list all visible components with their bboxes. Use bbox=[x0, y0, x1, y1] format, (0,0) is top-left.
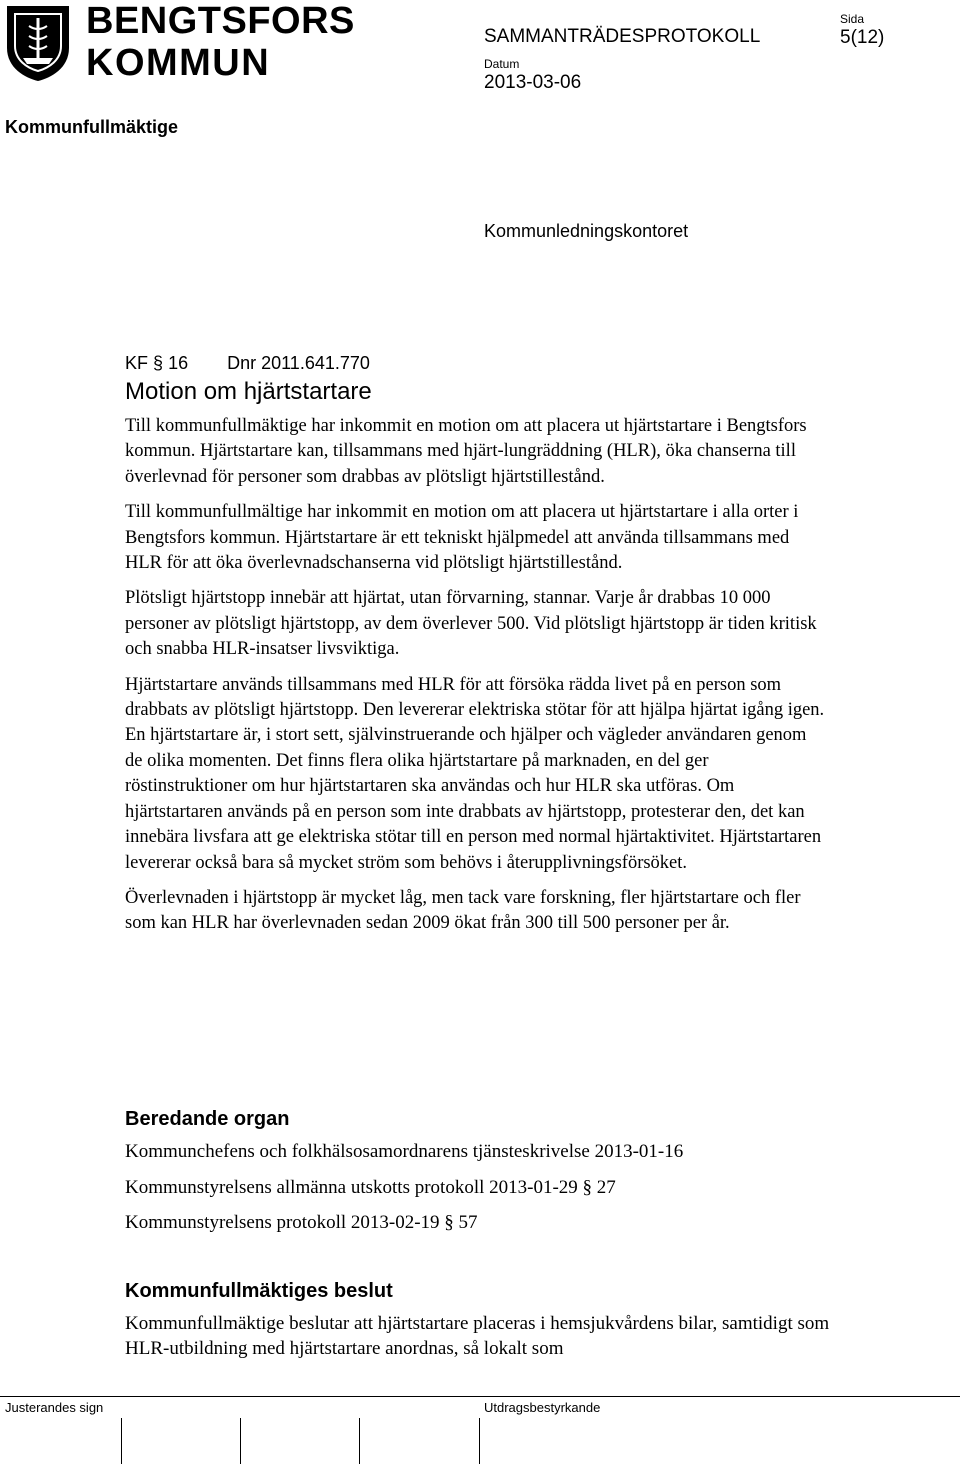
decision-text: Kommunfullmäktige beslutar att hjärtstartare placeras i hemsjukvårdens bilar, samtidigt som HLR-utbildning med hjärtstartare anordnas, så lokalt som bbox=[125, 1313, 830, 1360]
document-type: SAMMANTRÄDESPROTOKOLL bbox=[484, 26, 761, 47]
signature-box-divider bbox=[359, 1418, 360, 1464]
case-kf: KF bbox=[125, 353, 149, 373]
preparatory-item bbox=[125, 1210, 683, 1235]
page-number: 5(12) bbox=[840, 27, 885, 48]
municipality-name-line2: KOMMUN bbox=[86, 42, 271, 84]
municipality-coat-of-arms-logo bbox=[5, 4, 71, 82]
body-paragraph: Överlevnaden i hjärtstopp är mycket låg, men tack vare forskning, fler hjärtstartare och fler som kan HLR har överlevnaden sedan 2009 ökat från 300 till 500 personer per år. bbox=[125, 887, 801, 934]
preparatory-list bbox=[125, 1139, 683, 1246]
item-title: Motion om hjärtstartare bbox=[125, 378, 372, 405]
case-reference bbox=[125, 353, 370, 374]
case-dnr: Dnr 2011.641.770 bbox=[227, 353, 370, 373]
body-paragraph: Plötsligt hjärtstopp innebär att hjärtat, utan förvarning, stannar. Varje år drabbas 10 000 personer av plötsligt hjärtstopp, av dem överlever 500. Vid plötsligt hjärtstopp är tiden kritisk och snabba HLR-insatser livsviktiga. bbox=[125, 588, 817, 660]
extract-certification-label: Utdragsbestyrkande bbox=[484, 1400, 601, 1415]
preparatory-item-text: Kommunstyrelsens protokoll 2013-02-19 bbox=[125, 1212, 440, 1233]
section-number: 27 bbox=[596, 1176, 616, 1198]
department-name: Kommunledningskontoret bbox=[484, 221, 689, 241]
body-name: Kommunfullmäktige bbox=[5, 117, 179, 137]
preparatory-item bbox=[125, 1175, 683, 1200]
preparatory-item: Kommunchefens och folkhälsosamordnarens tjänsteskrivelse 2013-01-16 bbox=[125, 1141, 684, 1162]
section-sign: § bbox=[153, 353, 164, 373]
page-label: Sida bbox=[840, 12, 865, 26]
section-sign: § bbox=[444, 1212, 454, 1233]
preparatory-item-text: Kommunstyrelsens allmänna utskotts protokoll 2013-01-29 bbox=[125, 1176, 578, 1198]
meeting-date: 2013-03-06 bbox=[484, 72, 582, 93]
justering-sign-label: Justerandes sign bbox=[5, 1400, 104, 1415]
municipality-name bbox=[86, 0, 355, 84]
body-paragraph: Till kommunfullmältige har inkommit en motion om att placera ut hjärtstartare i alla orter i Bengtsfors kommun. Hjärtstartare är ett tekniskt hjälpmedel att använda tillsammans med HLR för att öka överlevnadschanserna vid plötsligt hjärtstillestånd. bbox=[125, 502, 799, 574]
signature-box-divider bbox=[121, 1418, 122, 1464]
signature-box-divider bbox=[240, 1418, 241, 1464]
item-body bbox=[125, 414, 825, 947]
section-sign: § bbox=[582, 1176, 593, 1198]
body-paragraph: Till kommunfullmäktige har inkommit en motion om att placera ut hjärtstartare i Bengtsfors kommun. Hjärtstartare kan, tillsammans med hjärt-lungräddning (HLR), öka chanserna till överlevnad för personer som drabbas av plötsligt hjärtstillestånd. bbox=[125, 416, 807, 487]
footer-divider bbox=[0, 1396, 960, 1397]
municipality-name-line1: BENGTSFORS bbox=[86, 0, 355, 42]
body-paragraph: Hjärtstartare används tillsammans med HLR för att försöka rädda livet på en person som drabbats av plötsligt hjärtstopp. Den levererar elektriska stötar för att hjälpa hjärtat igång igen. En hjärtstartare är, i stort sett, självinstruerande och hjälper och vägleder användaren genom de olika momenten. Det finns flera olika hjärtstartare på marknaden, en del ger röstinstruktioner om hur hjärtstartaren ska användas och hur HLR ska utföras. Om hjärtstartaren används på en person som inte drabbats av hjärtstopp, protesterar den, det kan innebära livsfara att ge elektriska stötar till en person med normal hjärtaktivitet. Hjärtstartaren levererar också bara så mycket ström som behövs i återupplivningsförsöket. bbox=[125, 674, 825, 873]
date-label: Datum bbox=[484, 57, 520, 71]
section-number: 57 bbox=[458, 1212, 478, 1233]
signature-box-divider bbox=[479, 1418, 480, 1464]
preparatory-heading: Beredande organ bbox=[125, 1108, 290, 1130]
decision-heading: Kommunfullmäktiges beslut bbox=[125, 1280, 393, 1302]
case-number: 16 bbox=[168, 353, 189, 373]
